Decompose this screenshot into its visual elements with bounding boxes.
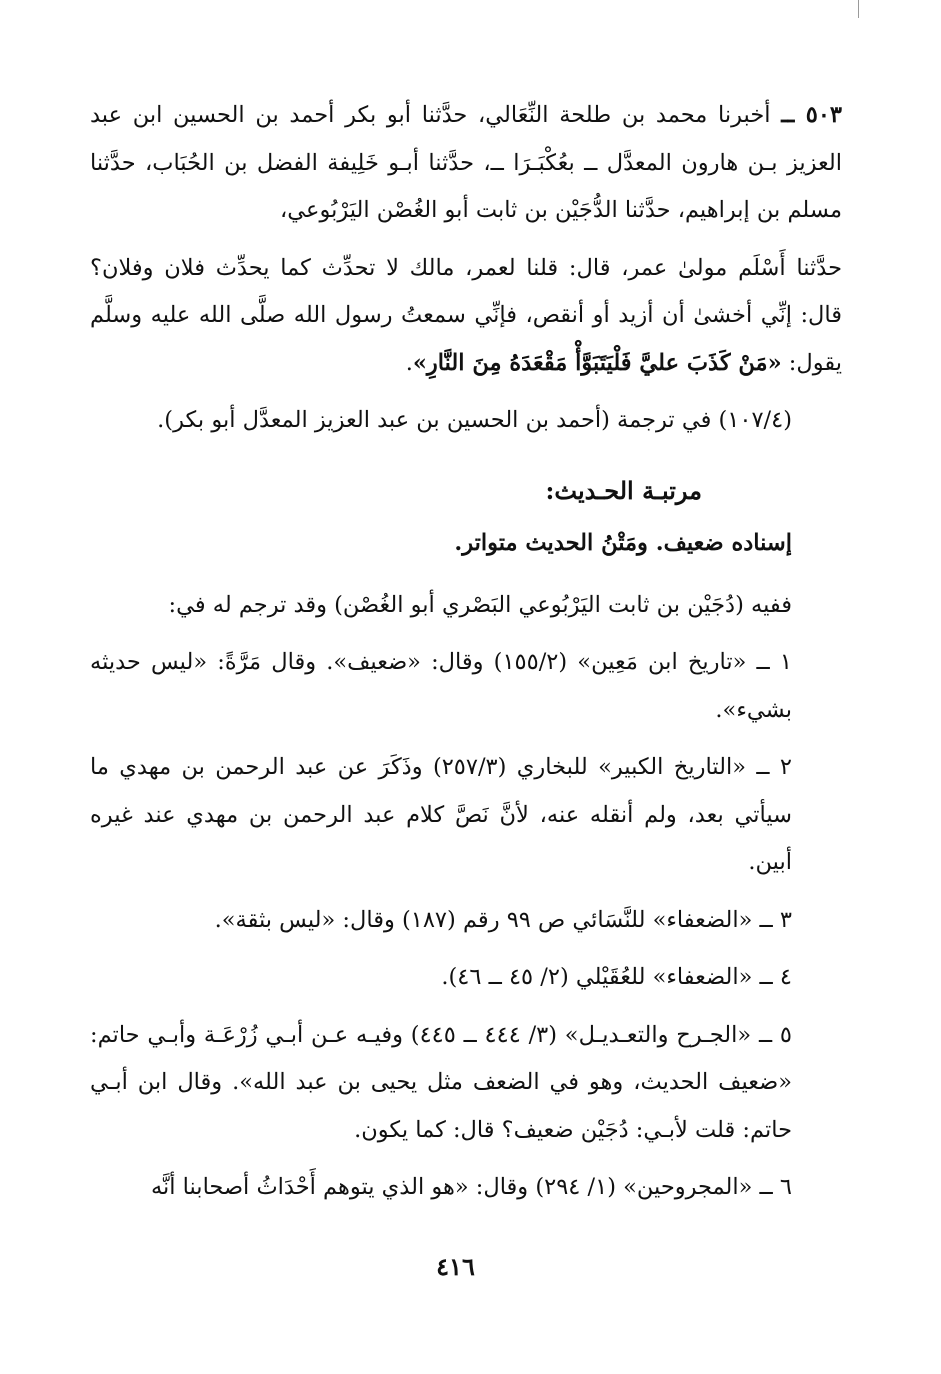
grading-verdict: إسناده ضعيف. ومَتْنُ الحديث متواتر.	[454, 530, 792, 556]
source-item-6: ٦ ــ «المجروحين» (١/ ٢٩٤) وقال: «هو الذي يتوهم أَحْدَاثُ أصحابنا أنَّه	[150, 1174, 792, 1200]
hadith-prophetic-text: «مَنْ كَذَبَ عليَّ فَلْيَتَبَوَّأْ مَقْعَدَهُ مِنَ النَّارِ»	[412, 349, 782, 376]
page-content	[90, 92, 842, 1222]
hadith-isnad: أخبرنا محمد بن طلحة النِّعَالي، حدَّثنا أبو بكر أحمد بن الحسين ابن عبد العزيز بـن هارون المعدَّل ــ بعُكْبَـرَا ــ، حدَّثنا أبـو خَلِيفة الفضل بن الحُبَاب، حدَّثنا مسلم بن إبراهيم، حدَّثنا الدُّجَيْن بن ثابت أبو الغُصْن اليَرْبُوعي،	[90, 102, 842, 223]
hadith-number: ٥٠٣ ــ	[781, 102, 843, 128]
source-item-2: ٢ ــ «التاريخ الكبير» للبخاري (٢٥٧/٣) وذَكَرَ عن عبد الرحمن بن مهدي ما سيأتي بعد، ولم أنقله عنه، لأنَّ نَصَّ كلام عبد الرحمن بن مهدي عند غيره أبين.	[90, 754, 792, 875]
hadith-isnad-paragraph	[90, 92, 842, 235]
hadith-matn-intro: حدَّثنا أَسْلَم مولىٰ عمر، قال: قلنا لعمر، مالك لا تحدِّث كما يحدِّث فلان وفلان؟ قال: إنِّي أخشىٰ أن أزيد أو أنقص، فإنِّي سمعتُ رسول الله صلَّى الله عليه وسلَّم يقول:	[90, 254, 842, 376]
source-item-3: ٣ ــ «الضعفاء» للنَّسَائي ص ٩٩ رقم (١٨٧) وقال: «ليس بثقة».	[214, 906, 792, 933]
page-number: ٤١٦	[436, 1252, 475, 1281]
source-item-5: ٥ ــ «الجـرح والتعـديـل» (٣/ ٤٤٤ ــ ٤٤٥) وفيـه عـن أبـي زُرْعَـة وأبـي حاتم: «ضعيف الحديث، وهو في الضعف مثل يحيى بن عبد الله». وقال ابن أبـي حاتم: قلت لأبـي: دُجَيْن ضعيف؟ قال: كما يكون.	[90, 1021, 792, 1143]
source-item-1: ١ ــ «تاريخ ابن مَعِين» (١٥٥/٢) وقال: «ضعيف». وقال مَرَّةً: «ليس حديثه بشيء».	[90, 649, 792, 723]
hadith-matn-end: .	[405, 349, 413, 376]
hadith-matn-paragraph	[90, 245, 842, 388]
source-item-4: ٤ ــ «الضعفاء» للعُقَيْلي (٢/ ٤٥ ــ ٤٦).	[441, 964, 792, 990]
grading-heading: مرتبـة الحـديث:	[545, 475, 702, 505]
narrator-intro: ففيه (دُجَيْن بن ثابت اليَرْبُوعي البَصْري أبو الغُصْن) وقد ترجم له في:	[168, 591, 792, 618]
hadith-source-reference: (١٠٧/٤) في ترجمة (أحمد بن الحسين بن عبد العزيز المعدَّل أبو بكر).	[157, 407, 792, 433]
page-edge-mark	[858, 0, 859, 18]
